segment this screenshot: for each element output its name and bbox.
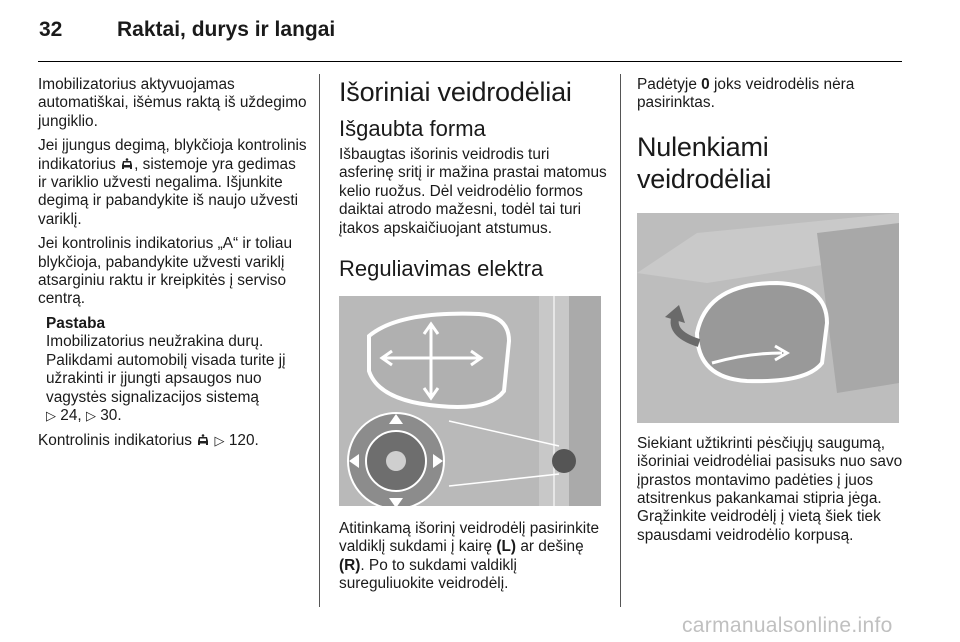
mirror-adjustment-illustration (339, 296, 601, 506)
car-key-indicator-icon (120, 158, 134, 171)
page-reference-arrow-icon: ▷ (85, 407, 96, 423)
page-reference-link[interactable]: 30. (100, 406, 122, 424)
page-number: 32 (39, 18, 63, 41)
paragraph-text: , sistemoje yra gedimas ir variklio užvesti negalima. Išjunkite degimą ir pabandykite iš naujo užvesti variklį. (38, 155, 299, 228)
subheading-convex-shape: Išgaubta forma (339, 116, 486, 141)
caption-text: ar dešinę (516, 538, 584, 556)
heading-folding-mirrors: Nulenkiami veidrodėliai (637, 131, 772, 194)
paragraph-position-zero (637, 76, 903, 113)
paragraph-text: Jei įjungus degimą, blykčioja kontrolinis indikatorius (38, 137, 307, 173)
note-block (46, 315, 308, 425)
figure-caption (339, 520, 607, 594)
section-title: Raktai, durys ir langai (117, 18, 336, 41)
paragraph-text: joks veidrodėlis nėra pasirinktas. (637, 76, 855, 112)
note-title: Pastaba (46, 314, 106, 332)
heading-exterior-mirrors: Išoriniai veidrodėliai (339, 77, 572, 107)
note-text: Imobilizatorius neužrakina durų. Palikdami automobilį visada turite jį užrakinti ir įjungti apsaugos nuo vagystės signalizacijos sistemą ▷ 24, ▷ 30. (46, 333, 286, 424)
figure-mirror-adjustment (339, 296, 601, 506)
position-zero-label: 0 (701, 76, 710, 93)
caption-text: . Po to sukdami valdiklį sureguliuokite veidrodėlį. (339, 556, 517, 593)
column-middle (339, 76, 607, 600)
paragraph-indicator-blinking (38, 137, 308, 229)
column-left (38, 76, 308, 457)
column-separator (319, 74, 320, 607)
caption-text: Atitinkamą išorinį veidrodėlį pasirinkite valdiklį sukdami į kairę (339, 520, 600, 556)
page-reference-link[interactable]: 120. (228, 432, 259, 450)
column-right (637, 76, 903, 551)
note-body: Imobilizatorius neužrakina durų. Palikdami automobilį visada turite jį užrakinti ir įjungti apsaugos nuo vagystės signalizacijos sistemą (46, 333, 286, 406)
watermark: carmanualsonline.info (682, 614, 893, 637)
paragraph-text: Kontrolinis indikatorius (38, 432, 197, 450)
car-key-indicator-icon (196, 434, 210, 447)
caption-left-label: (L) (496, 538, 517, 556)
page-reference-arrow-icon: ▷ (214, 433, 225, 449)
paragraph-folding-mirrors: Siekiant užtikrinti pėsčiųjų saugumą, išoriniai veidrodėliai pasisuks nuo savo įprastos montavimo padėties į juos atsitrenkus pakankamai stipria jėga. Grąžinkite veidrodėlį į vietą šiek tiek spausdami veidrodėlio korpusą. (637, 434, 903, 544)
paragraph-a-blinking: Jei kontrolinis indikatorius „A“ ir toliau blykčioja, pabandykite užvesti variklį atsarginiu raktu ir kreipkitės į serviso centrą. (38, 235, 293, 308)
paragraph-indicator-ref (38, 432, 308, 450)
caption-right-label: (R) (339, 556, 361, 574)
paragraph-convex-shape: Išbaugtas išorinis veidrodis turi asferinę sritį ir mažina prastai matomus kelio ruožus. Dėl veidrodėlio formos daiktai atrodo mažesni, todėl tai turi įtakos apskaičiuojant atstumus. (339, 146, 607, 237)
column-separator (620, 74, 621, 607)
subheading-electric-adjustment: Reguliavimas elektra (339, 256, 544, 282)
page-reference-link[interactable]: 24 (60, 406, 78, 424)
header-rule (38, 61, 902, 62)
figure-folding-mirror (637, 213, 899, 423)
folding-mirror-illustration (637, 213, 899, 423)
paragraph-immobilizer-auto: Imobilizatorius aktyvuojamas automatiškai, išėmus raktą iš uždegimo jungiklio. (38, 76, 307, 130)
page-reference-arrow-icon: ▷ (46, 407, 56, 423)
paragraph-text: Padėtyje (637, 76, 702, 93)
